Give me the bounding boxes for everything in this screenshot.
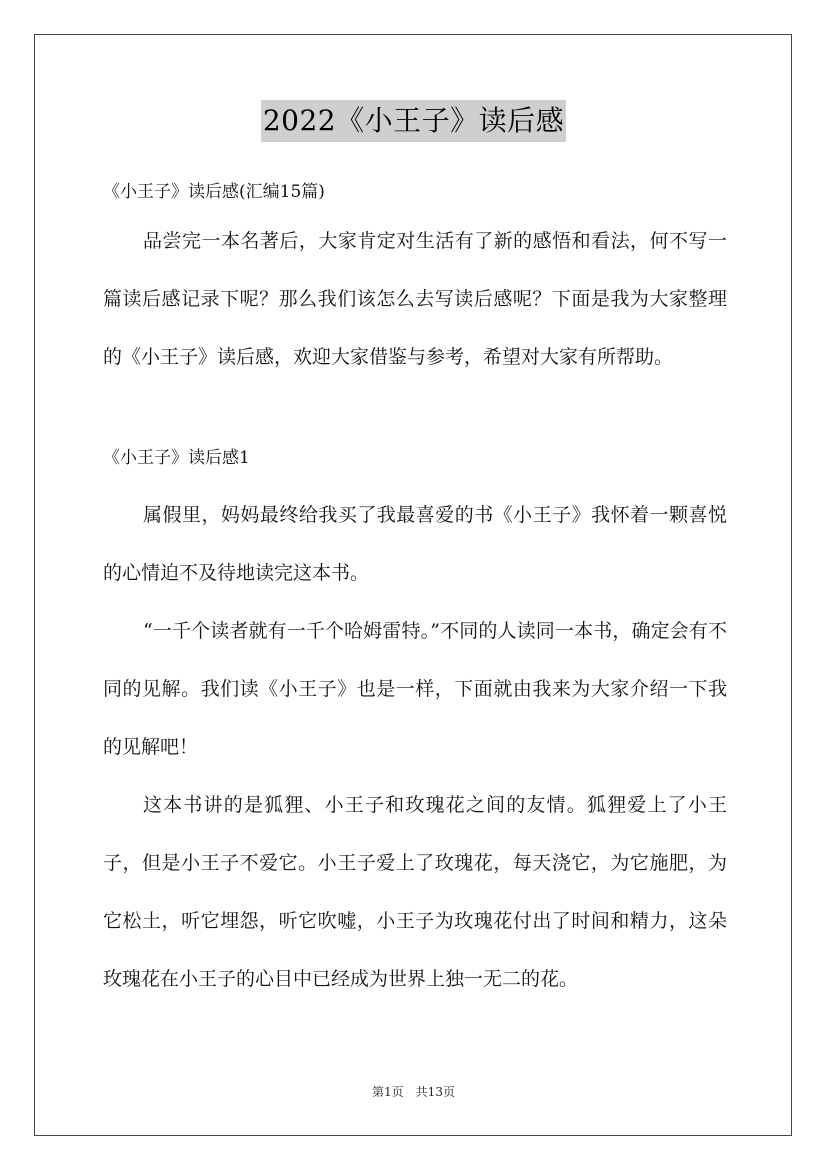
section-1-paragraph-1: 属假里，妈妈最终给我买了我最喜爱的书《小王子》我怀着一颗喜悦的心情迫不及待地读完这本书。 [103,504,727,584]
section-heading-1: 《小王子》读后感1 [103,448,250,468]
intro-paragraph: 品尝完一本名著后，大家肯定对生活有了新的感悟和看法，何不写一篇读后感记录下呢？那么我们该怎么去写读后感呢？下面是我为大家整理的《小王子》读后感，欢迎大家借鉴与参考，希望对大家有所帮助。 [103,230,727,368]
title-container [0,100,827,142]
document-subtitle: 《小王子》读后感(汇编15篇) [103,182,325,202]
section-1-paragraph-3: 这本书讲的是狐狸、小王子和玫瑰花之间的友情。狐狸爱上了小王子，但是小王子不爱它。小王子爱上了玫瑰花，每天浇它，为它施肥，为它松土，听它埋怨，听它吹嘘，小王子为玫瑰花付出了时间和精力，这朵玫瑰花在小王子的心目中已经成为世界上独一无二的花。 [103,794,727,990]
section-1-paragraph-2: “一千个读者就有一千个哈姆雷特。”不同的人读同一本书，确定会有不同的见解。我们读《小王子》也是一样，下面就由我来为大家介绍一下我的见解吧！ [103,620,727,758]
document-body [103,172,727,1008]
document-title: 2022《小王子》读后感 [261,100,566,142]
page-number-footer: 第1页 共13页 [372,1085,455,1099]
section-spacer [103,386,727,438]
